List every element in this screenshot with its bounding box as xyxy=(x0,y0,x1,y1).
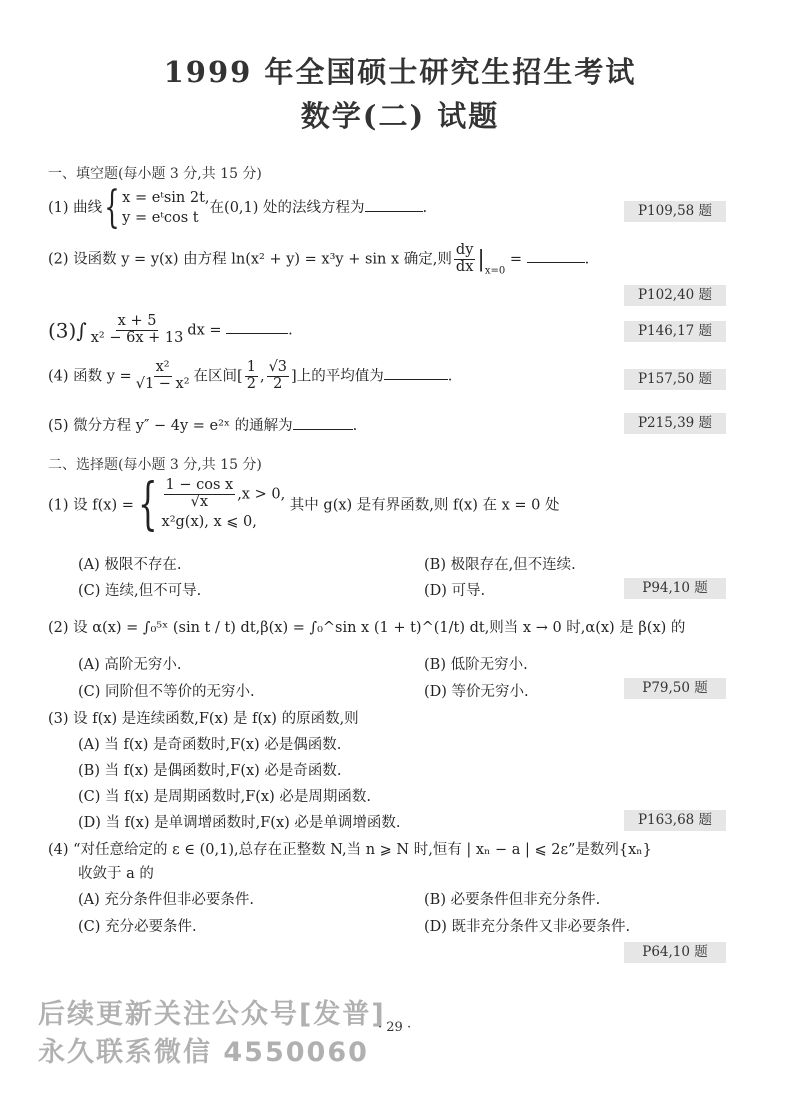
s1q3-num: x + 5 xyxy=(117,313,157,329)
s2q3-option-b: (B) 当 f(x) 是偶函数时,F(x) 必是奇函数. xyxy=(78,763,342,779)
s2q1-option-d: (D) 可导. xyxy=(424,583,486,599)
s2-question-2: (2) 设 α(x) = ∫₀⁵ˣ (sin t / t) dt,β(x) = ∫₀^sin x (1 + t)^(1/t) dt,则当 x → 0 时,α(x) 是 β(x) 的 xyxy=(48,620,686,636)
s1q2-prefix: (2) 设函数 y = y(x) 由方程 ln(x² + y) = x³y + sin x 确定,则 xyxy=(48,251,452,268)
s1q5-text: (5) 微分方程 y″ − 4y = e²ˣ 的通解为 xyxy=(48,418,293,434)
s1q4-interval-a xyxy=(245,360,258,393)
s2-question-3: (3) 设 f(x) 是连续函数,F(x) 是 f(x) 的原函数,则 xyxy=(48,711,359,727)
s2q2-option-c: (C) 同阶但不等价的无穷小. xyxy=(78,684,255,700)
s1q3-fraction xyxy=(89,314,186,347)
s2q1-case1-cond: ,x > 0, xyxy=(237,486,286,503)
s1q1-ref: P109,58 题 xyxy=(624,201,726,222)
s1q3-ref: P146,17 题 xyxy=(624,321,726,342)
s2q4-option-a: (A) 充分条件但非必要条件. xyxy=(78,892,255,908)
watermark-line2: 永久联系微信 4550060 xyxy=(38,1037,369,1068)
eval-bar: | xyxy=(477,246,485,272)
s2q3-ref: P163,68 题 xyxy=(624,810,726,831)
s2q2-ref: P79,50 题 xyxy=(624,678,726,699)
s1q2-num: dy xyxy=(455,242,474,258)
page-number: · 29 · xyxy=(378,1020,412,1035)
s1q4-num: x² xyxy=(155,359,170,375)
s1-question-1 xyxy=(48,182,428,233)
s1q3-prefix: (3)∫ xyxy=(48,318,87,343)
s1q1-prefix: (1) 曲线 xyxy=(48,200,103,216)
s1-question-2 xyxy=(48,243,589,276)
s1q4-a-den: 2 xyxy=(246,375,256,392)
section2-header: 二、选择题(每小题 3 分,共 15 分) xyxy=(48,457,262,473)
s2q4-option-b: (B) 必要条件但非充分条件. xyxy=(424,892,601,908)
s1q3-suffix: dx = xyxy=(187,322,222,339)
exam-title-line2: 数学(二) 试题 xyxy=(300,99,500,133)
s1q4-comma: , xyxy=(259,368,265,385)
s2q4-option-c: (C) 充分必要条件. xyxy=(78,919,197,935)
s2q1-case1-frac xyxy=(164,478,236,511)
s1q2-ref: P102,40 题 xyxy=(624,285,726,306)
s1q5-ref: P215,39 题 xyxy=(624,413,726,434)
s2q2-option-a: (A) 高阶无穷小. xyxy=(78,657,182,673)
s2q1-option-a: (A) 极限不存在. xyxy=(78,557,182,573)
s2q3-option-a: (A) 当 f(x) 是奇函数时,F(x) 必是偶函数. xyxy=(78,737,342,753)
s2-question-4-line1: (4) “对任意给定的 ε ∈ (0,1),总存在正整数 N,当 n ⩾ N 时,恒有 | xₙ − a | ⩽ 2ε”是数列{xₙ} xyxy=(48,842,652,858)
s2q1-case1 xyxy=(162,478,286,511)
s1q4-end: . xyxy=(447,368,453,385)
s1q4-suffix: ]上的平均值为 xyxy=(291,368,384,385)
watermark-line1: 后续更新关注公众号[发普] xyxy=(38,999,386,1030)
s1q4-prefix: (4) 函数 y = xyxy=(48,368,132,385)
section1-header: 一、填空题(每小题 3 分,共 15 分) xyxy=(48,166,262,182)
s2q2-option-b: (B) 低阶无穷小. xyxy=(424,657,528,673)
s2q1-ref: P94,10 题 xyxy=(624,578,726,599)
answer-blank xyxy=(226,321,288,334)
s2q3-option-c: (C) 当 f(x) 是周期函数时,F(x) 必是周期函数. xyxy=(78,789,371,805)
s1-question-5 xyxy=(48,414,357,435)
s1q4-interval-b xyxy=(267,360,289,393)
s1q4-a-num: 1 xyxy=(246,359,256,375)
answer-blank xyxy=(384,367,448,380)
s1q1-eq2: y = eᵗcos t xyxy=(122,210,199,226)
s1-question-4 xyxy=(48,360,452,393)
s1q1-suffix: 在(0,1) 处的法线方程为 xyxy=(209,200,365,216)
s1q4-b-num: √3 xyxy=(268,359,288,375)
s2q1-case1-num: 1 − cos x xyxy=(165,477,234,493)
s2q1-cases xyxy=(162,478,286,533)
s1q1-system xyxy=(122,188,209,228)
s1q4-fraction xyxy=(134,360,192,393)
s1q4-mid: 在区间[ xyxy=(193,368,243,385)
s2q3-option-d: (D) 当 f(x) 是单调增函数时,F(x) 必是单调增函数. xyxy=(78,815,401,831)
s2-question-1 xyxy=(48,472,560,538)
s1-question-3 xyxy=(48,314,293,347)
s2q1-suffix: 其中 g(x) 是有界函数,则 f(x) 在 x = 0 处 xyxy=(289,497,560,514)
s1q4-b-den: 2 xyxy=(273,375,283,392)
s2q1-case2: x²g(x), x ⩽ 0, xyxy=(161,513,257,530)
s1q1-end: . xyxy=(422,200,428,216)
s1q5-end: . xyxy=(352,418,358,434)
s1q3-end: . xyxy=(288,322,293,339)
s1q2-derivative xyxy=(454,243,475,276)
s1q2-mid: = xyxy=(509,251,522,268)
answer-blank xyxy=(293,417,353,430)
answer-blank xyxy=(365,199,423,212)
s1q1-eq1: x = eᵗsin 2t, xyxy=(122,190,210,206)
s1q4-den: √1 − x² xyxy=(135,375,190,392)
s2q1-option-c: (C) 连续,但不可导. xyxy=(78,583,202,599)
s1q2-sub: x=0 xyxy=(484,265,506,277)
s1q3-den: x² − 6x + 13 xyxy=(90,329,184,346)
s2q1-case1-den: √x xyxy=(190,493,209,510)
s1q2-den: dx xyxy=(455,258,474,275)
s2q4-option-d: (D) 既非充分条件又非必要条件. xyxy=(424,919,631,935)
answer-blank xyxy=(527,250,585,263)
s2q1-prefix: (1) 设 f(x) = xyxy=(48,497,134,514)
s1q4-ref: P157,50 题 xyxy=(624,369,726,390)
left-brace: { xyxy=(104,182,120,233)
s2q2-option-d: (D) 等价无穷小. xyxy=(424,684,529,700)
s2q4-ref: P64,10 题 xyxy=(624,942,726,963)
s2-question-4-line2: 收敛于 a 的 xyxy=(78,866,154,882)
s1q2-end: . xyxy=(584,251,590,268)
exam-title-line1: 1999 年全国硕士研究生招生考试 xyxy=(163,55,637,89)
left-brace: { xyxy=(137,472,158,538)
s2q1-option-b: (B) 极限存在,但不连续. xyxy=(424,557,576,573)
